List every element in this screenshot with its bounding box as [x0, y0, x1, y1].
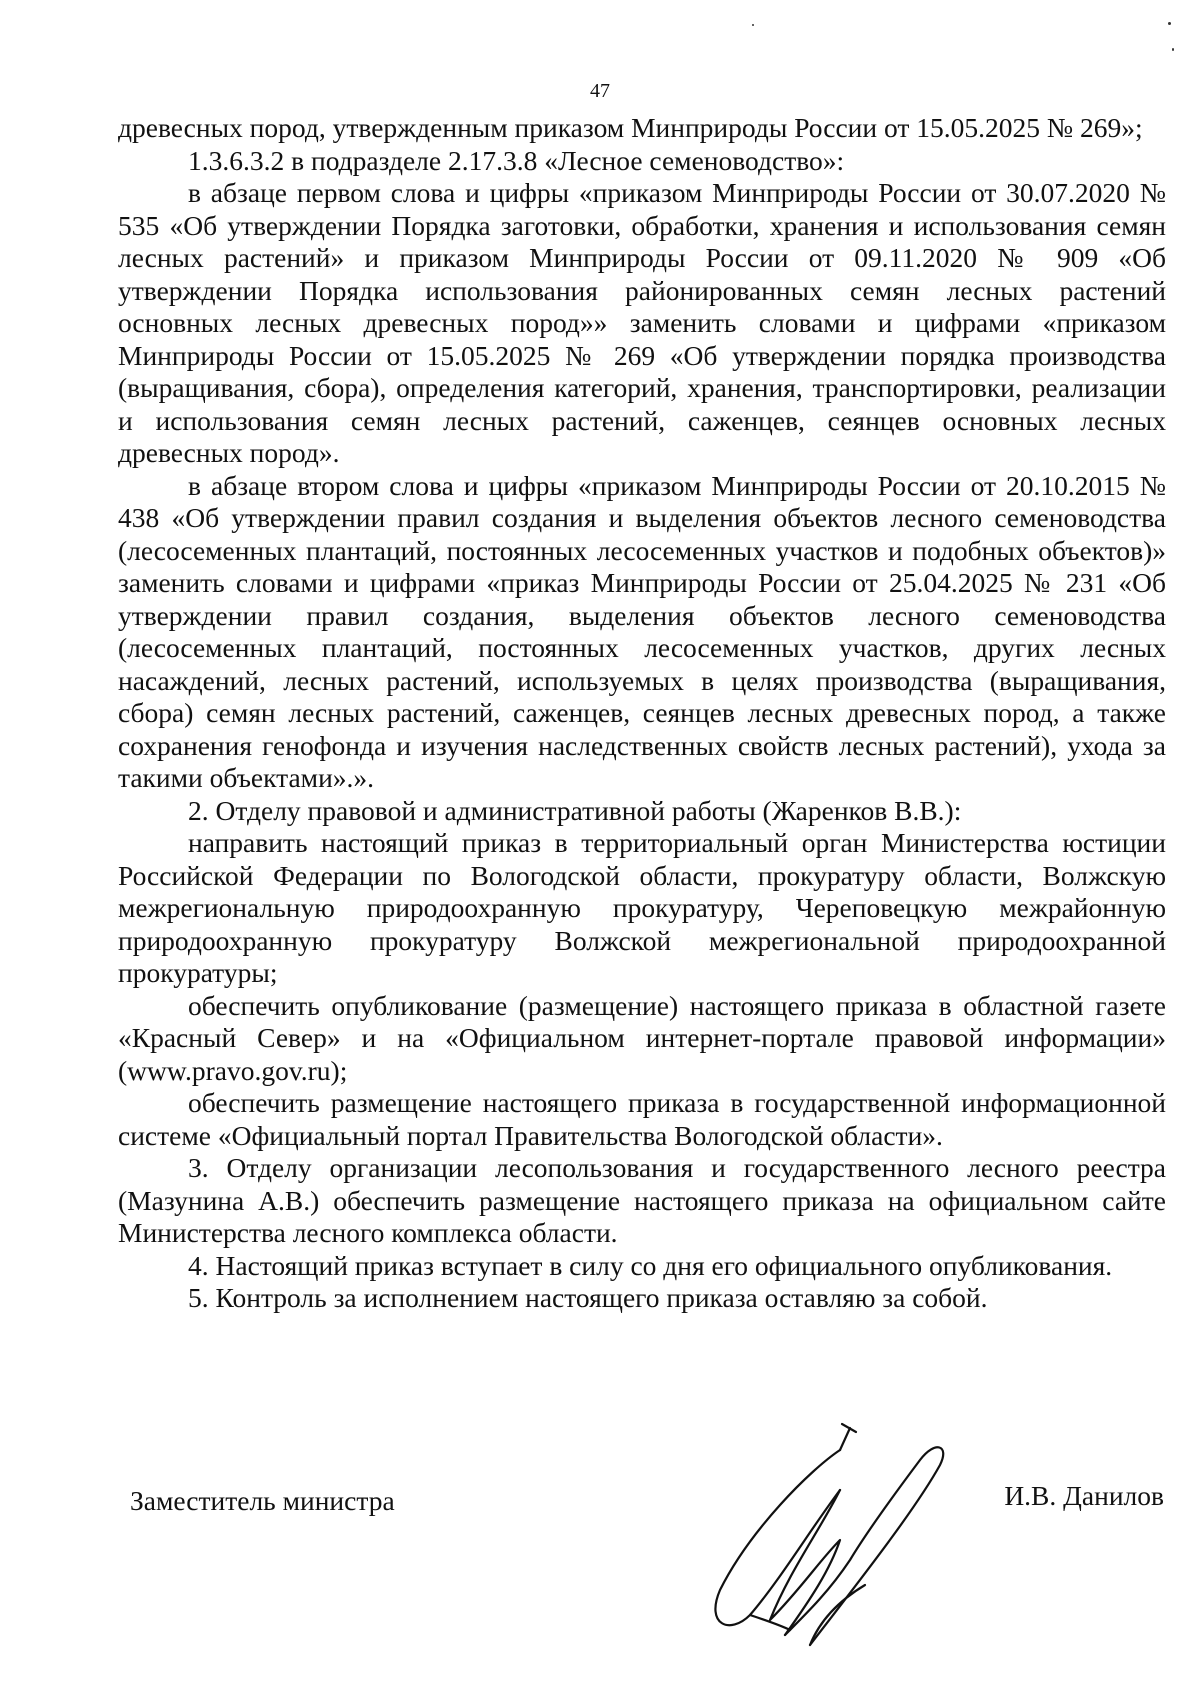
document-body: [118, 112, 1166, 1315]
paragraph-item-2-portal: обеспечить размещение настоящего приказа в государственной информационной системе «Официальный портал Правительства Вологодской области».: [118, 1087, 1166, 1151]
paragraph-continuation: древесных пород, утвержденным приказом Минприроды России от 15.05.2025 № 269»;: [118, 112, 1143, 143]
scan-speck: [1168, 22, 1171, 25]
paragraph-item-2-send: направить настоящий приказ в территориальный орган Министерства юстиции Российской Федерации по Вологодской области, прокуратуру области, Волжскую межрегиональную природоохранную прокуратуру, Череповецкую межрайонную природоохранную прокуратуру Волжской межрегиональной природоохранной прокуратуры;: [118, 827, 1166, 988]
scan-speck: [752, 24, 754, 26]
paragraph-subsection-heading: 1.3.6.3.2 в подразделе 2.17.3.8 «Лесное семеноводство»:: [188, 144, 845, 176]
paragraph-item-3: 3. Отделу организации лесопользования и государственного лесного реестра (Мазунина А.В.) обеспечить размещение настоящего приказа на официальном сайте Министерства лесного комплекса области.: [118, 1152, 1166, 1248]
paragraph-second-abzac: в абзаце втором слова и цифры «приказом Минприроды России от 20.10.2015 № 438 «Об утверждении правил создания и выделения объектов лесного семеноводства (лесосеменных плантаций, постоянных лесосеменных участков и подобных объектов)» заменить словами и цифрами «приказ Минприроды России от 25.04.2025 № 231 «Об утверждении правил создания, выделения объектов лесного семеноводства (лесосеменных плантаций, постоянных лесосеменных участков, других лесных насаждений, лесных растений, используемых в целях производства (выращивания, сбора) семян лесных растений, саженцев, сеянцев лесных древесных пород, а также сохранения генофонда и изучения наследственных свойств лесных растений), ухода за такими объектами».».: [118, 469, 1166, 793]
paragraph-item-4: 4. Настоящий приказ вступает в силу со дня его официального опубликования.: [188, 1249, 1113, 1281]
page-number: 47: [590, 80, 610, 102]
paragraph-item-5: 5. Контроль за исполнением настоящего приказа оставляю за собой.: [188, 1282, 988, 1313]
handwritten-signature: [690, 1420, 990, 1660]
paragraph-item-2-publish: обеспечить опубликование (размещение) настоящего приказа в областной газете «Красный Север» и на «Официальном интернет-портале правовой информации» (www.pravo.gov.ru);: [118, 989, 1166, 1086]
scan-speck: [1172, 48, 1174, 51]
paragraph-item-2: 2. Отделу правовой и административной работы (Жаренков В.В.):: [188, 794, 962, 826]
signer-name: И.В. Данилов: [1004, 1480, 1164, 1511]
paragraph-first-abzac: в абзаце первом слова и цифры «приказом Минприроды России от 30.07.2020 № 535 «Об утверждении Порядка заготовки, обработки, хранения и использования семян лесных растений» и приказом Минприроды России от 09.11.2020 № 909 «Об утверждении Порядка использования районированных семян лесных растений основных лесных древесных пород»» заменить словами и цифрами «приказом Минприроды России от 15.05.2025 № 269 «Об утверждении порядка производства (выращивания, сбора), определения категорий, хранения, транспортировки, реализации и использования семян лесных растений, саженцев, сеянцев основных лесных древесных пород».: [118, 177, 1166, 468]
signer-position: Заместитель министра: [130, 1485, 395, 1516]
